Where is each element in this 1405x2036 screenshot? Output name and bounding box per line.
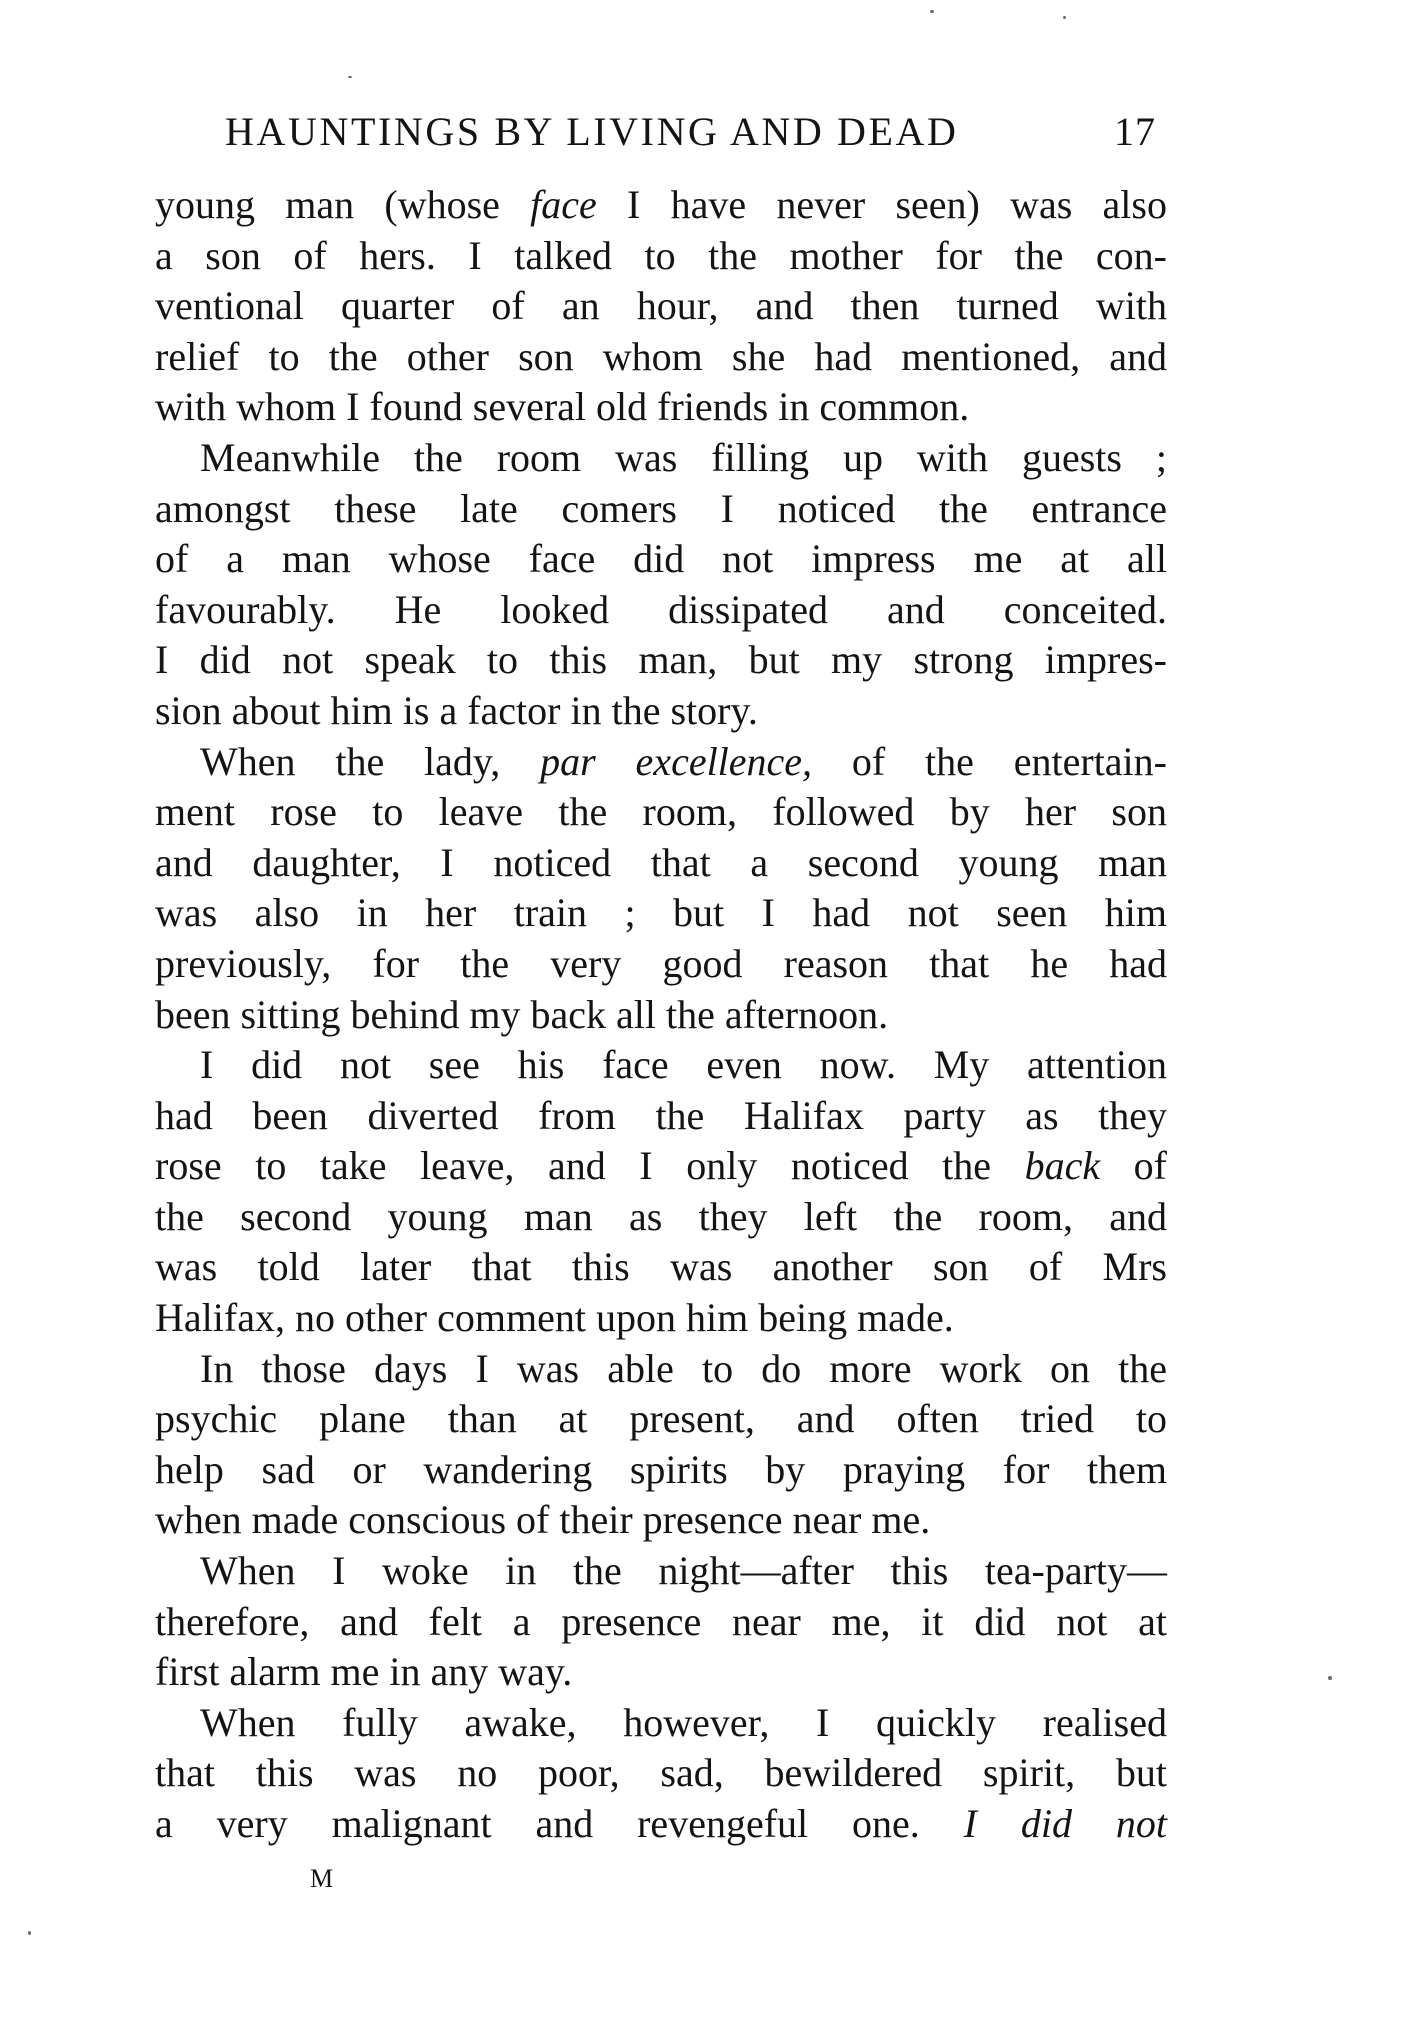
signature-mark: M: [310, 1864, 335, 1893]
text-run: When fully awake, however, I quickly realised: [200, 1699, 1167, 1745]
text-run: I did not speak to this man, but my strong impres-: [155, 637, 1167, 683]
text-run: previously, for the very good reason that he had: [155, 940, 1167, 986]
text-run: rose to take leave, and I only noticed the: [155, 1143, 1025, 1189]
text-run: the second young man as they left the room, and: [155, 1193, 1167, 1239]
italic-run: I did not: [963, 1801, 1168, 1846]
italic-run: par excellence,: [540, 738, 813, 784]
text-run: of a man whose face did not impress me at all: [155, 536, 1167, 582]
running-header: [225, 104, 1156, 160]
text-run: Halifax, no other comment upon him being made.: [155, 1295, 954, 1341]
body-text: [155, 180, 1167, 1850]
text-line: [155, 1040, 1167, 1091]
text-run: therefore, and felt a presence near me, it did not at: [155, 1598, 1167, 1644]
text-line: [155, 1546, 1167, 1597]
text-line: [155, 787, 1167, 838]
text-run: of: [1100, 1143, 1167, 1189]
text-run: first alarm me in any way.: [155, 1649, 573, 1695]
text-run: When I woke in the night—after this tea-party—: [200, 1548, 1167, 1594]
text-run: ventional quarter of an hour, and then turned with: [155, 283, 1167, 329]
text-run: of the entertain-: [812, 738, 1167, 784]
text-run: had been diverted from the Halifax party as they: [155, 1092, 1167, 1138]
text-line: [155, 737, 1167, 788]
text-line: [155, 1141, 1167, 1192]
text-run: been sitting behind my back all the afternoon.: [155, 991, 889, 1037]
print-speck: [1328, 1676, 1332, 1680]
text-line: [155, 1647, 1167, 1698]
text-line: [155, 281, 1167, 332]
print-speck: [930, 10, 934, 13]
text-run: a son of hers. I talked to the mother for the con-: [155, 232, 1167, 278]
text-line: [155, 990, 1167, 1041]
text-line: [155, 635, 1167, 686]
print-speck: [28, 1931, 31, 1935]
text-run: when made conscious of their presence near me.: [155, 1497, 931, 1543]
text-run: relief to the other son whom she had mentioned, and: [155, 333, 1167, 379]
text-line: [155, 686, 1167, 737]
running-header-title: HAUNTINGS BY LIVING AND DEAD: [225, 109, 959, 154]
text-run: psychic plane than at present, and often tried to: [155, 1396, 1167, 1442]
page-number: 17: [1114, 109, 1156, 154]
italic-run: back: [1024, 1143, 1101, 1189]
text-line: [155, 484, 1167, 535]
text-line: [155, 1192, 1167, 1243]
text-run: help sad or wandering spirits by praying for them: [155, 1446, 1167, 1492]
text-line: [155, 1242, 1167, 1293]
text-run: When the lady,: [200, 738, 541, 784]
text-line: [155, 1698, 1167, 1749]
text-line: [155, 1344, 1167, 1395]
text-run: and daughter, I noticed that a second young man: [155, 839, 1167, 885]
text-line: [155, 1293, 1167, 1344]
text-run: young man (whose: [155, 182, 531, 227]
text-run: In those days I was able to do more work on the: [200, 1345, 1167, 1391]
text-line: [155, 1394, 1167, 1445]
text-run: sion about him is a factor in the story.: [155, 687, 758, 733]
text-run: that this was no poor, sad, bewildered spirit, but: [155, 1750, 1167, 1796]
print-speck: [348, 76, 352, 78]
text-run: ment rose to leave the room, followed by her son: [155, 789, 1167, 835]
text-run: was told later that this was another son of Mrs: [155, 1244, 1167, 1290]
text-run: with whom I found several old friends in common.: [155, 384, 970, 430]
text-run: amongst these late comers I noticed the entrance: [155, 485, 1167, 531]
text-line: [155, 1597, 1167, 1648]
text-line: [155, 1091, 1167, 1142]
text-line: [155, 433, 1167, 484]
text-line: [155, 1495, 1167, 1546]
text-line: [155, 939, 1167, 990]
text-line: [155, 180, 1167, 231]
text-run: favourably. He looked dissipated and conceited.: [155, 586, 1167, 632]
text-line: [155, 888, 1167, 939]
text-line: [155, 585, 1167, 636]
text-line: [155, 534, 1167, 585]
text-run: a very malignant and revengeful one.: [155, 1801, 964, 1846]
text-line: [155, 332, 1167, 383]
italic-run: face: [530, 182, 597, 227]
text-line: [155, 1445, 1167, 1496]
text-line: [155, 1799, 1167, 1850]
text-line: [155, 1748, 1167, 1799]
text-run: was also in her train ; but I had not seen him: [155, 890, 1167, 936]
text-line: [155, 231, 1167, 282]
text-line: [155, 382, 1167, 433]
text-run: I did not see his face even now. My attention: [200, 1042, 1167, 1088]
print-speck: [1063, 16, 1066, 19]
text-run: I have never seen) was also: [596, 182, 1167, 227]
text-run: Meanwhile the room was filling up with guests ;: [200, 434, 1167, 480]
text-line: [155, 838, 1167, 889]
